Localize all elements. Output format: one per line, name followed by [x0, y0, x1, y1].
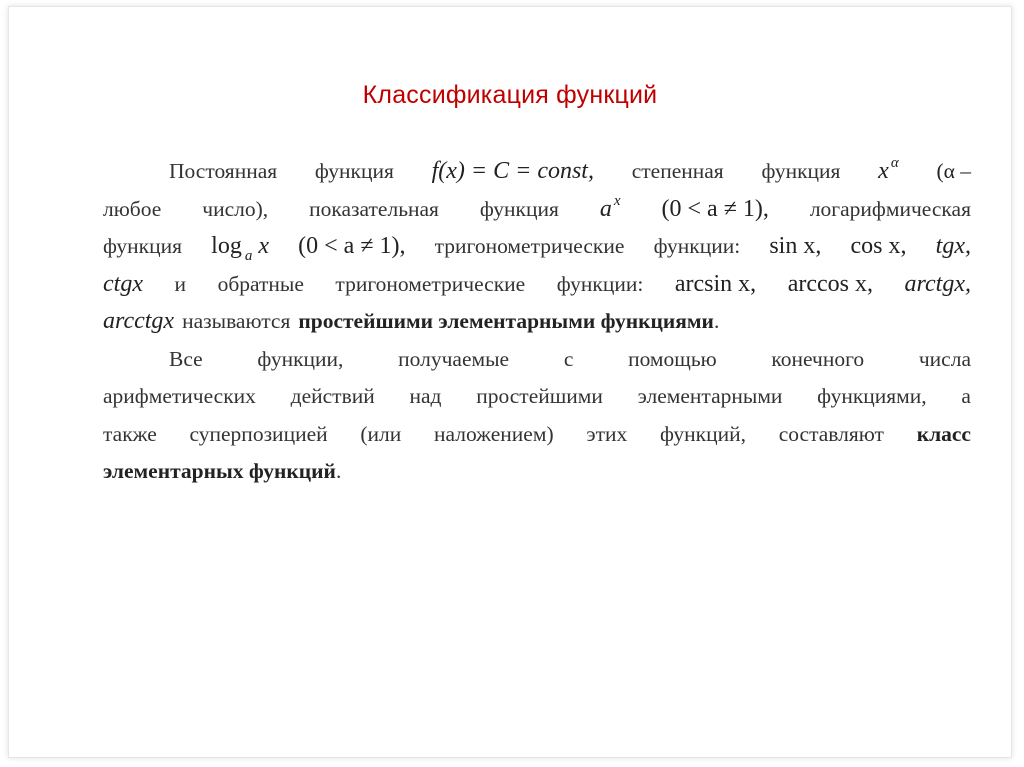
- word: суперпозицией: [189, 421, 328, 446]
- word: арифметических: [103, 384, 256, 408]
- period: .: [335, 459, 342, 483]
- word: обратные: [217, 271, 304, 296]
- word: функции:: [653, 234, 741, 258]
- word: логарифмическая: [809, 196, 971, 221]
- word: функция: [314, 159, 394, 183]
- word: функция: [761, 159, 841, 183]
- word: функций,: [659, 421, 746, 446]
- word: получаемые: [398, 346, 510, 371]
- cos-formula: cos x,: [850, 233, 907, 259]
- elementary-functions-term: [103, 453, 341, 491]
- word: конечного: [771, 346, 865, 371]
- word: тригонометрические: [434, 234, 625, 258]
- word: элементарными: [637, 384, 783, 408]
- exponential-function-formula: [600, 191, 621, 232]
- sin-formula: sin x,: [769, 233, 822, 259]
- word: с: [563, 346, 574, 371]
- word: простейшими: [476, 384, 603, 408]
- ctg-formula: ctgx: [103, 270, 143, 297]
- word: число),: [202, 196, 269, 221]
- elementary-functions-bold: элементарных функций: [103, 459, 336, 483]
- word: (или: [360, 421, 402, 446]
- class-term-bold: класс: [916, 421, 971, 446]
- log-arg: x: [258, 233, 269, 259]
- arcsin-formula: arcsin x,: [674, 270, 757, 297]
- word: числа: [918, 346, 971, 371]
- constant-function-formula: f(x) = C = const,: [431, 158, 594, 184]
- log-function-formula: [211, 228, 269, 269]
- period: .: [713, 309, 720, 333]
- definition-term: [298, 303, 719, 341]
- slide-title: Классификация функций: [362, 81, 658, 109]
- paragraph1-line2: [103, 191, 971, 229]
- paragraph1-line5: [103, 303, 971, 341]
- arcctg-formula: arcctgx: [103, 308, 175, 334]
- word: функция: [103, 234, 182, 258]
- paragraph2-line1: [103, 341, 971, 379]
- word: и: [174, 271, 187, 296]
- word: показательная: [309, 196, 439, 221]
- paragraph1-line1: [103, 153, 971, 191]
- power-exponent: α: [890, 155, 899, 171]
- word: называются: [182, 309, 291, 333]
- power-function-formula: [878, 153, 899, 194]
- word: функции:: [556, 271, 644, 296]
- paragraph2-line4: [103, 453, 971, 491]
- word: степенная: [631, 159, 724, 183]
- slide: [8, 6, 1012, 758]
- paragraph1-line3: [103, 228, 971, 266]
- word: функции,: [257, 346, 344, 371]
- word: помощью: [628, 346, 717, 371]
- word: Все: [169, 346, 203, 371]
- word: также: [103, 421, 157, 446]
- word: любое: [103, 196, 162, 221]
- paragraph2-line2: [103, 378, 971, 416]
- log-label: log: [211, 233, 242, 259]
- exp-base: a: [599, 195, 612, 222]
- definition-term-bold: простейшими элементарными функциями: [298, 309, 714, 333]
- word: этих: [586, 421, 628, 446]
- word: функциями,: [817, 384, 927, 408]
- arccos-formula: arccos x,: [787, 270, 874, 297]
- exp-condition: (0 < a ≠ 1),: [661, 195, 769, 222]
- word: наложением): [434, 421, 554, 446]
- word: тригонометрические: [335, 271, 526, 296]
- word: действий: [290, 384, 375, 408]
- paragraph1-line4: [103, 266, 971, 304]
- log-base: a: [244, 248, 253, 264]
- word: Постоянная: [169, 159, 278, 183]
- word: составляют: [778, 421, 884, 446]
- exp-exponent: x: [613, 192, 621, 209]
- power-base: x: [878, 158, 889, 184]
- tg-formula: tgx,: [935, 233, 971, 259]
- word: функция: [479, 196, 559, 221]
- paragraph2-line3: [103, 416, 971, 454]
- arctg-formula: arctgx,: [904, 270, 971, 297]
- word: над: [409, 384, 442, 408]
- alpha-note-open: (α –: [936, 159, 971, 183]
- log-condition: (0 < a ≠ 1),: [298, 233, 406, 259]
- slide-body: [103, 153, 971, 491]
- word: а: [961, 384, 971, 408]
